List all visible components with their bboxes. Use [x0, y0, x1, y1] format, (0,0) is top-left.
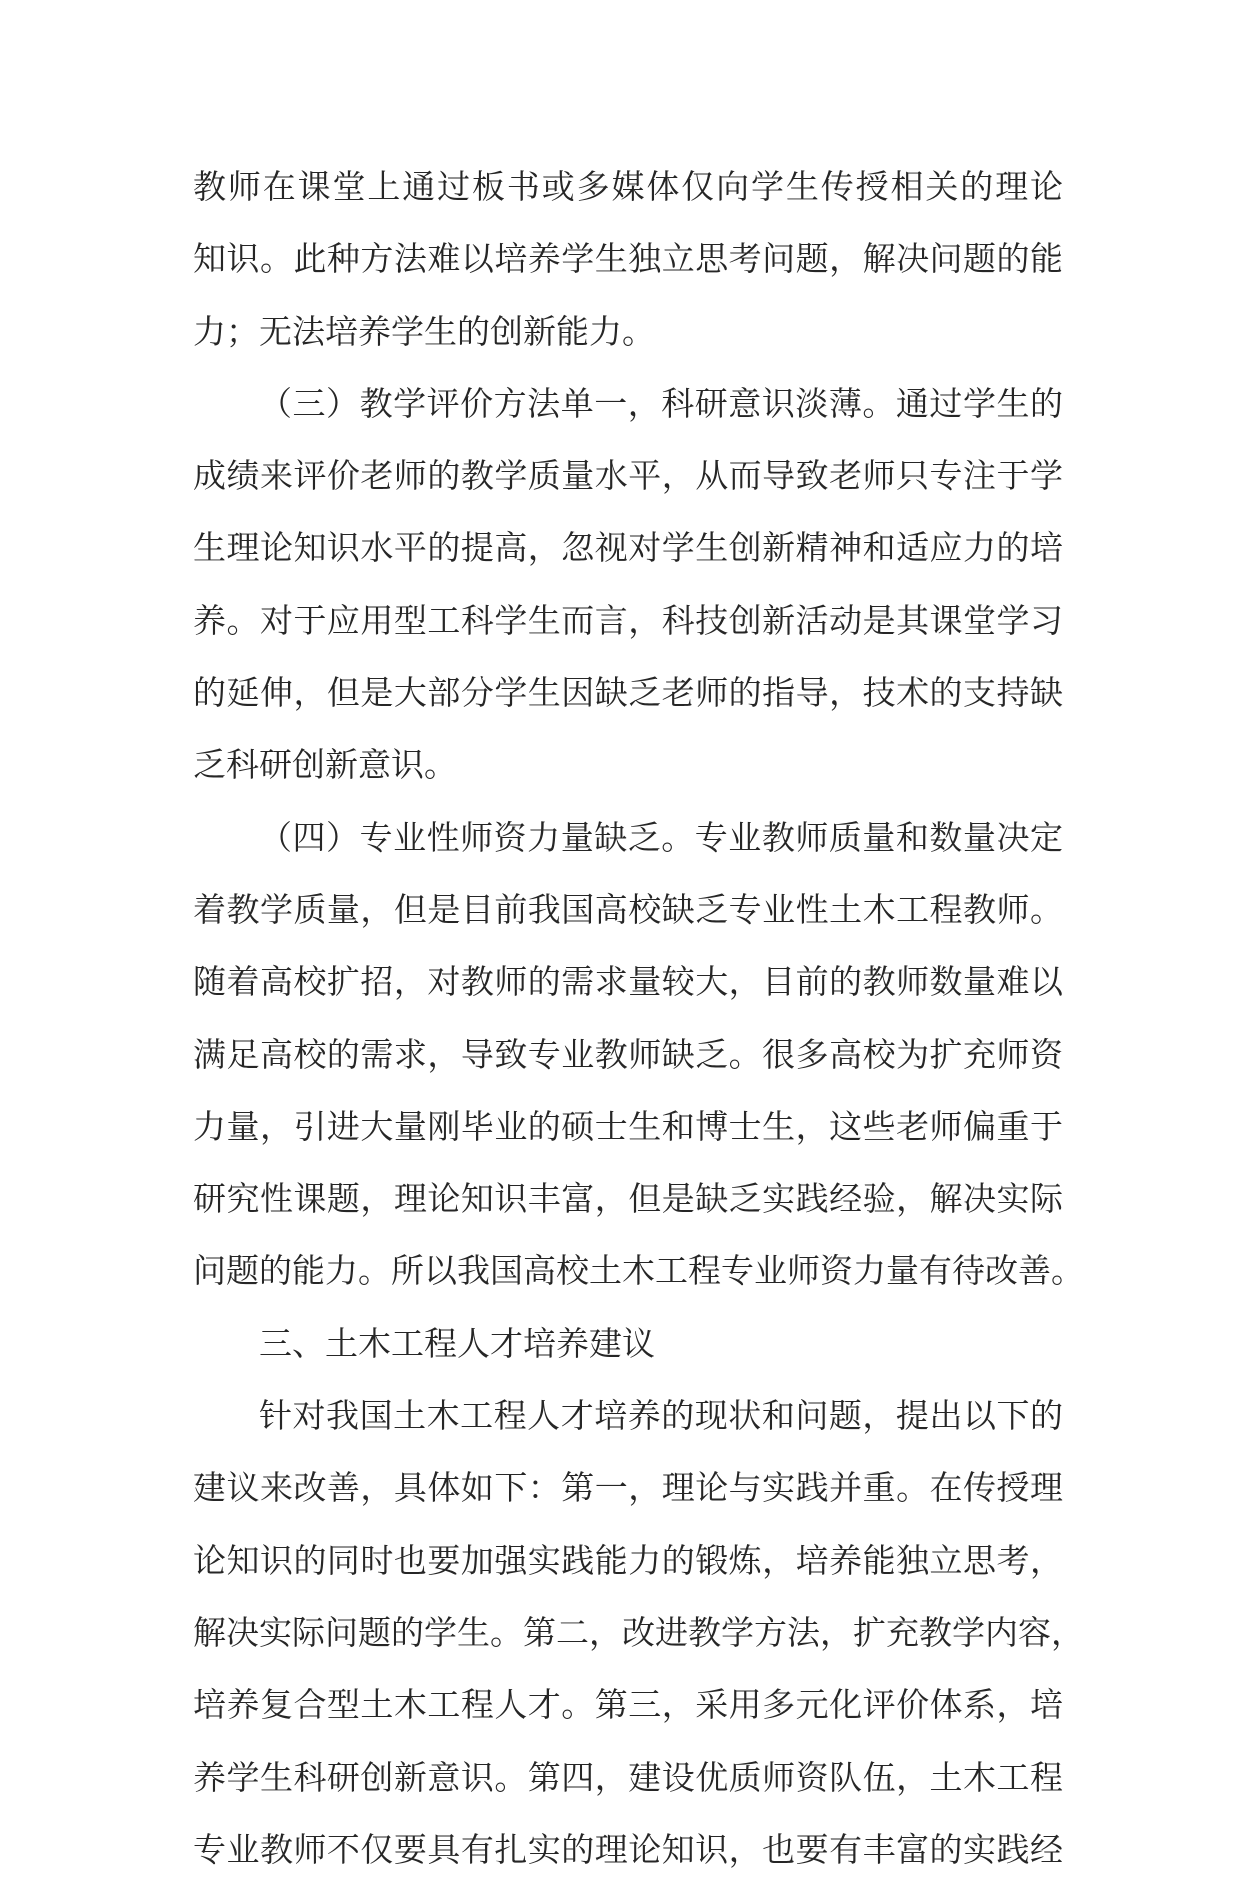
- text-line: 知识。此种方法难以培养学生独立思考问题，解决问题的能: [193, 239, 1063, 279]
- text-line: 力量，引进大量刚毕业的硕士生和博士生，这些老师偏重于: [193, 1106, 1063, 1146]
- text-line: 教师在课堂上通过板书或多媒体仅向学生传授相关的理论: [193, 167, 1063, 206]
- text-line: 着教学质量，但是目前我国高校缺乏专业性土木工程教师。: [193, 889, 1063, 929]
- text-line: 养学生科研创新意识。第四，建设优质师资队伍，土木工程: [193, 1757, 1063, 1797]
- text-line: 养。对于应用型工科学生而言，科技创新活动是其课堂学习: [193, 600, 1063, 640]
- text-line: 专业教师不仅要具有扎实的理论知识，也要有丰富的实践经: [193, 1829, 1063, 1869]
- text-line: 乏科研创新意识。: [193, 745, 457, 785]
- paragraph-start-line: 针对我国土木工程人才培养的现状和问题，提出以下的: [259, 1396, 1063, 1436]
- section-heading: 三、土木工程人才培养建议: [259, 1323, 655, 1363]
- body-text: [193, 151, 1084, 1886]
- text-line: 力；无法培养学生的创新能力。: [193, 311, 655, 351]
- text-line: 建议来改善，具体如下：第一，理论与实践并重。在传授理: [193, 1468, 1063, 1508]
- text-line: 生理论知识水平的提高，忽视对学生创新精神和适应力的培: [193, 528, 1063, 568]
- paragraph-start-line: （四）专业性师资力量缺乏。专业教师质量和数量决定: [259, 817, 1063, 857]
- text-line: 满足高校的需求，导致专业教师缺乏。很多高校为扩充师资: [193, 1034, 1063, 1074]
- text-line: 成绩来评价老师的教学质量水平，从而导致老师只专注于学: [193, 456, 1063, 496]
- text-line: 培养复合型土木工程人才。第三，采用多元化评价体系，培: [193, 1685, 1063, 1725]
- text-line: 随着高校扩招，对教师的需求量较大，目前的教师数量难以: [193, 962, 1063, 1002]
- paragraph-start-line: （三）教学评价方法单一，科研意识淡薄。通过学生的: [259, 383, 1063, 423]
- text-line: 的延伸，但是大部分学生因缺乏老师的指导，技术的支持缺: [193, 673, 1063, 713]
- text-line: 论知识的同时也要加强实践能力的锻炼，培养能独立思考，: [193, 1540, 1063, 1580]
- text-line: 研究性课题，理论知识丰富，但是缺乏实践经验，解决实际: [193, 1179, 1063, 1219]
- text-line: 问题的能力。所以我国高校土木工程专业师资力量有待改善。: [193, 1251, 1084, 1291]
- text-line: 解决实际问题的学生。第二，改进教学方法，扩充教学内容，: [193, 1612, 1084, 1652]
